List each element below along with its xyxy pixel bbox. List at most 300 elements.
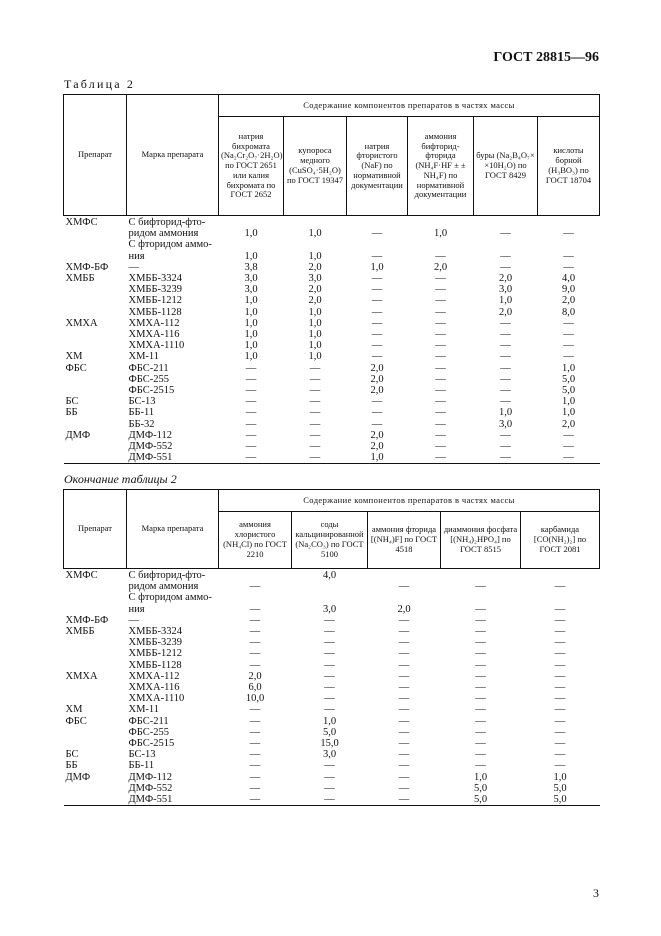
- value-cell: 3,0: [322, 749, 337, 761]
- table-2-end-caption: Окончание таблицы 2: [64, 472, 177, 486]
- value-cell: —: [398, 637, 410, 649]
- value-cell: 9,0: [561, 284, 576, 296]
- value-cell: [538, 239, 600, 250]
- value-cell: —: [435, 385, 446, 397]
- value-cell: [292, 581, 368, 592]
- table-row: [64, 716, 600, 727]
- preparat-cell: БС: [65, 749, 79, 761]
- value-cell: 1,0: [370, 452, 384, 464]
- table-row: [64, 262, 600, 273]
- marka-cell: ФБС-211: [128, 362, 169, 374]
- value-cell: 2,0: [308, 295, 322, 307]
- value-cell: 3,0: [498, 284, 513, 296]
- value-cell: 3,0: [498, 418, 513, 430]
- col-marka-header: Марка препарата: [127, 95, 219, 216]
- marka-cell: ХМХА-112: [128, 670, 180, 682]
- value-cell: —: [245, 385, 257, 397]
- value-cell: —: [475, 581, 486, 593]
- preparat-cell: [64, 228, 127, 239]
- value-cell: —: [309, 396, 321, 408]
- value-cell: —: [309, 452, 321, 464]
- marka-cell: ридом аммония: [128, 228, 199, 240]
- marka-cell: ХМББ-1128: [128, 306, 182, 318]
- value-cell: —: [324, 771, 335, 783]
- value-cell: [219, 592, 292, 603]
- marka-cell: ридом аммония: [128, 581, 199, 593]
- marka-cell: ББ-11: [128, 760, 155, 772]
- value-cell: 5,0: [561, 373, 576, 385]
- marka-cell: ДМФ-552: [128, 441, 173, 453]
- value-cell: —: [324, 626, 335, 638]
- table-row: [64, 760, 600, 771]
- marka-cell: ХМББ-3324: [128, 273, 182, 285]
- value-cell: 1,0: [370, 261, 384, 273]
- value-cell: —: [324, 648, 335, 660]
- marka-cell: С бифторид-фто-: [128, 217, 206, 228]
- marka-cell: ХМББ-1128: [128, 659, 182, 671]
- value-cell: —: [398, 794, 410, 806]
- table-row: [64, 569, 600, 582]
- value-cell: —: [554, 581, 566, 593]
- value-cell: 1,0: [244, 306, 258, 318]
- preparat-cell: [64, 419, 127, 430]
- value-cell: 5,0: [322, 726, 337, 738]
- value-cell: —: [435, 418, 446, 430]
- value-cell: —: [435, 373, 446, 385]
- col-preparat-header: Препарат: [64, 490, 127, 569]
- preparat-cell: [64, 385, 127, 396]
- value-cell: —: [500, 441, 511, 453]
- value-cell: —: [245, 452, 257, 464]
- value-cell: —: [475, 726, 486, 738]
- value-cell: —: [245, 362, 257, 374]
- value-cell: 1,0: [308, 250, 322, 262]
- value-cell: —: [324, 760, 335, 772]
- value-cell: 1,0: [244, 295, 258, 307]
- marka-cell: БС-13: [128, 749, 156, 761]
- value-cell: 2,0: [308, 284, 322, 296]
- value-cell: —: [309, 362, 321, 374]
- marka-cell: ХМББ-1212: [128, 648, 182, 660]
- value-cell: —: [324, 682, 335, 694]
- table-row: [64, 783, 600, 794]
- marka-cell: ХМХА-1110: [128, 340, 185, 352]
- value-cell: —: [249, 626, 261, 638]
- marka-cell: ФБС-255: [128, 726, 170, 738]
- value-cell: —: [554, 603, 566, 615]
- table-row: [64, 430, 600, 441]
- value-cell: 1,0: [498, 295, 513, 307]
- preparat-cell: ХМФС: [65, 217, 98, 228]
- table-2-end: [63, 489, 599, 806]
- value-cell: [292, 592, 368, 603]
- marka-cell: —: [128, 614, 139, 626]
- value-cell: [441, 569, 521, 582]
- preparat-cell: ХМФС: [65, 570, 98, 581]
- value-cell: [538, 216, 600, 229]
- value-cell: —: [475, 760, 486, 772]
- value-cell: 5,0: [553, 794, 567, 806]
- table-row: [64, 749, 600, 760]
- preparat-cell: [64, 693, 127, 704]
- table-row: [64, 727, 600, 738]
- value-cell: —: [398, 648, 410, 660]
- value-cell: —: [398, 704, 410, 716]
- value-cell: —: [554, 626, 566, 638]
- value-cell: —: [435, 317, 446, 329]
- value-cell: —: [554, 659, 566, 671]
- table-row: [64, 407, 600, 418]
- marka-cell: ДМФ-551: [128, 794, 173, 806]
- value-cell: —: [324, 693, 335, 705]
- value-cell: [368, 569, 441, 582]
- value-cell: 1,0: [308, 317, 322, 329]
- preparat-cell: [64, 307, 127, 318]
- value-cell: —: [371, 306, 383, 318]
- table-row: [64, 239, 600, 250]
- value-cell: [219, 569, 292, 582]
- preparat-cell: ХМ: [65, 704, 83, 716]
- value-cell: —: [249, 794, 261, 806]
- value-cell: —: [554, 682, 566, 694]
- marka-cell: С бифторид-фто-: [128, 570, 206, 581]
- table-row: [64, 581, 600, 592]
- value-cell: —: [500, 329, 511, 341]
- value-cell: —: [475, 603, 486, 615]
- table-row: [64, 452, 600, 464]
- preparat-cell: [64, 374, 127, 385]
- value-cell: 1,0: [244, 317, 258, 329]
- table-row: [64, 340, 600, 351]
- value-cell: 1,0: [322, 715, 337, 727]
- value-cell: 2,0: [308, 261, 322, 273]
- value-cell: 1,0: [561, 362, 576, 374]
- component-header: купороса медного (CuSO₄·5H₂O) по ГОСТ 19347: [284, 117, 347, 216]
- value-cell: —: [563, 340, 574, 352]
- value-cell: [347, 216, 408, 229]
- value-cell: 2,0: [370, 429, 384, 441]
- table-row: [64, 794, 600, 806]
- value-cell: —: [500, 396, 511, 408]
- value-cell: 2,0: [433, 261, 448, 273]
- value-cell: —: [500, 340, 511, 352]
- table-row: [64, 396, 600, 407]
- value-cell: —: [563, 250, 574, 262]
- value-cell: 15,0: [320, 738, 339, 750]
- marka-cell: —: [128, 261, 139, 273]
- marka-cell: ФБС-2515: [128, 738, 175, 750]
- value-cell: —: [554, 715, 566, 727]
- value-cell: —: [435, 295, 446, 307]
- value-cell: —: [398, 726, 410, 738]
- marka-cell: ББ-32: [128, 418, 155, 430]
- value-cell: —: [554, 693, 566, 705]
- value-cell: —: [324, 614, 335, 626]
- marka-cell: ХМББ-3239: [128, 637, 182, 649]
- value-cell: —: [475, 626, 486, 638]
- col-marka-header: Марка препарата: [127, 490, 219, 569]
- value-cell: —: [249, 603, 261, 615]
- table-row: [64, 772, 600, 783]
- value-cell: —: [435, 306, 446, 318]
- value-cell: —: [398, 614, 410, 626]
- preparat-cell: [64, 295, 127, 306]
- value-cell: —: [371, 295, 383, 307]
- marka-cell: ДМФ-551: [128, 452, 173, 464]
- preparat-cell: [64, 581, 127, 592]
- table-row: [64, 318, 600, 329]
- marka-cell: ДМФ-112: [128, 429, 173, 441]
- table-row: [64, 738, 600, 749]
- value-cell: —: [435, 250, 446, 262]
- value-cell: 1,0: [308, 340, 322, 352]
- table-row: [64, 441, 600, 452]
- value-cell: —: [249, 760, 261, 772]
- marka-cell: ХМББ-1212: [128, 295, 182, 307]
- value-cell: —: [249, 738, 261, 750]
- group-header: Содержание компонентов препаратов в частях массы: [219, 95, 600, 117]
- table-row: [64, 284, 600, 295]
- value-cell: —: [398, 760, 410, 772]
- value-cell: 2,0: [370, 441, 384, 453]
- value-cell: 3,0: [308, 273, 322, 285]
- value-cell: —: [371, 250, 383, 262]
- value-cell: 2,0: [248, 670, 262, 682]
- value-cell: —: [324, 704, 335, 716]
- value-cell: —: [435, 273, 446, 285]
- value-cell: —: [554, 670, 566, 682]
- table-row: [64, 251, 600, 262]
- value-cell: —: [500, 351, 511, 363]
- preparat-cell: ХМББ: [65, 626, 95, 638]
- value-cell: —: [475, 670, 486, 682]
- value-cell: —: [435, 396, 446, 408]
- component-header: диаммония фосфата [(NH₄)₂HPO₄] по ГОСТ 8515: [441, 512, 521, 569]
- value-cell: —: [435, 441, 446, 453]
- table-row: [64, 604, 600, 615]
- preparat-cell: [64, 239, 127, 250]
- preparat-cell: [64, 251, 127, 262]
- value-cell: —: [371, 284, 383, 296]
- marka-cell: ХМ-11: [128, 704, 160, 716]
- table-row: [64, 648, 600, 659]
- value-cell: —: [435, 452, 446, 464]
- value-cell: —: [398, 693, 410, 705]
- value-cell: —: [324, 782, 335, 794]
- value-cell: —: [554, 614, 566, 626]
- preparat-cell: ДМФ: [65, 429, 91, 441]
- marka-cell: С фторидом аммо-: [128, 239, 212, 251]
- value-cell: —: [324, 637, 335, 649]
- value-cell: —: [309, 385, 321, 397]
- value-cell: —: [475, 648, 486, 660]
- value-cell: 5,0: [473, 782, 488, 794]
- value-cell: —: [371, 329, 383, 341]
- value-cell: —: [309, 429, 321, 441]
- value-cell: 5,0: [553, 782, 567, 794]
- value-cell: —: [563, 452, 574, 464]
- value-cell: —: [398, 749, 410, 761]
- value-cell: —: [563, 429, 574, 441]
- value-cell: 2,0: [498, 306, 513, 318]
- value-cell: —: [324, 794, 335, 806]
- marka-cell: ДМФ-112: [128, 771, 173, 783]
- value-cell: —: [435, 340, 446, 352]
- value-cell: [474, 239, 538, 250]
- preparat-cell: [64, 637, 127, 648]
- value-cell: 1,0: [498, 407, 513, 419]
- group-header: Содержание компонентов препаратов в частях массы: [219, 490, 600, 512]
- value-cell: 1,0: [308, 329, 322, 341]
- table-2-caption: Таблица 2: [64, 77, 136, 91]
- value-cell: —: [435, 284, 446, 296]
- value-cell: —: [371, 351, 383, 363]
- value-cell: —: [249, 715, 261, 727]
- marka-cell: ХМ-11: [128, 351, 160, 363]
- table-row: [64, 704, 600, 715]
- value-cell: —: [563, 329, 574, 341]
- value-cell: 2,0: [370, 362, 384, 374]
- value-cell: 3,0: [244, 284, 258, 296]
- component-header: кислоты борной (H₃BO₃) по ГОСТ 18704: [538, 117, 600, 216]
- marka-cell: БС-13: [128, 396, 156, 408]
- table-row: [64, 307, 600, 318]
- value-cell: —: [435, 429, 446, 441]
- value-cell: [219, 239, 284, 250]
- value-cell: [521, 569, 600, 582]
- table-2: [63, 94, 599, 464]
- value-cell: —: [249, 659, 261, 671]
- value-cell: [441, 592, 521, 603]
- value-cell: 1,0: [244, 228, 258, 240]
- preparat-cell: ФБС: [65, 362, 87, 374]
- preparat-cell: [64, 783, 127, 794]
- value-cell: —: [245, 396, 257, 408]
- value-cell: —: [475, 682, 486, 694]
- value-cell: —: [475, 614, 486, 626]
- preparat-cell: ФБС: [65, 715, 87, 727]
- value-cell: —: [554, 760, 566, 772]
- value-cell: —: [554, 726, 566, 738]
- value-cell: —: [398, 659, 410, 671]
- preparat-cell: [64, 340, 127, 351]
- preparat-cell: ББ: [65, 407, 78, 419]
- table-row: [64, 329, 600, 340]
- value-cell: [474, 216, 538, 229]
- value-cell: —: [324, 659, 335, 671]
- component-header: аммония хлористого (NH₄Cl) по ГОСТ 2210: [219, 512, 292, 569]
- preparat-cell: ХМХА: [65, 670, 98, 682]
- preparat-cell: [64, 738, 127, 749]
- table-row: [64, 273, 600, 284]
- table-row: [64, 615, 600, 626]
- marka-cell: С фторидом аммо-: [128, 592, 212, 604]
- value-cell: 1,0: [308, 306, 322, 318]
- table-row: [64, 660, 600, 671]
- preparat-cell: ХМХА: [65, 317, 98, 329]
- preparat-cell: [64, 794, 127, 806]
- table-row: [64, 671, 600, 682]
- value-cell: —: [371, 407, 383, 419]
- value-cell: —: [398, 715, 410, 727]
- marka-cell: ДМФ-552: [128, 782, 173, 794]
- component-header: натрия бихромата (Na₂Cr₂O₇·2H₂O) по ГОСТ 2651 или калия бихромата по ГОСТ 2652: [219, 117, 284, 216]
- value-cell: —: [554, 704, 566, 716]
- value-cell: —: [435, 351, 446, 363]
- value-cell: —: [309, 407, 321, 419]
- preparat-cell: [64, 441, 127, 452]
- value-cell: —: [249, 771, 261, 783]
- value-cell: —: [309, 418, 321, 430]
- value-cell: —: [371, 228, 383, 240]
- value-cell: [408, 239, 474, 250]
- value-cell: [408, 216, 474, 229]
- value-cell: 3,8: [244, 261, 258, 273]
- preparat-cell: БС: [65, 396, 79, 408]
- value-cell: —: [249, 581, 261, 593]
- value-cell: —: [398, 626, 410, 638]
- value-cell: 1,0: [561, 396, 576, 408]
- marka-cell: ния: [128, 250, 145, 262]
- value-cell: —: [500, 429, 511, 441]
- value-cell: [219, 216, 284, 229]
- value-cell: —: [249, 637, 261, 649]
- table-row: [64, 592, 600, 603]
- value-cell: —: [475, 704, 486, 716]
- component-header: аммония бифторид-фторида (NH₄F·HF ± ± NH₄F) по нормативной документации: [408, 117, 474, 216]
- value-cell: —: [475, 738, 486, 750]
- value-cell: —: [249, 648, 261, 660]
- value-cell: 1,0: [473, 771, 488, 783]
- value-cell: —: [475, 715, 486, 727]
- value-cell: [521, 592, 600, 603]
- marka-cell: ХМББ-3239: [128, 284, 182, 296]
- value-cell: —: [500, 261, 511, 273]
- table-row: [64, 637, 600, 648]
- preparat-cell: [64, 452, 127, 464]
- value-cell: 1,0: [553, 771, 567, 783]
- value-cell: 5,0: [473, 794, 488, 806]
- value-cell: —: [245, 373, 257, 385]
- value-cell: —: [554, 749, 566, 761]
- value-cell: 2,0: [561, 418, 576, 430]
- marka-cell: ФБС-255: [128, 373, 170, 385]
- value-cell: —: [435, 407, 446, 419]
- value-cell: —: [435, 329, 446, 341]
- value-cell: —: [554, 648, 566, 660]
- value-cell: 1,0: [244, 351, 258, 363]
- marka-cell: ХМХА-112: [128, 317, 180, 329]
- value-cell: —: [435, 362, 446, 374]
- value-cell: —: [500, 317, 511, 329]
- table-row: [64, 682, 600, 693]
- page-number: 3: [593, 886, 599, 900]
- table-row: [64, 693, 600, 704]
- marka-cell: ХМББ-3324: [128, 626, 182, 638]
- value-cell: —: [563, 261, 574, 273]
- preparat-cell: ББ: [65, 760, 78, 772]
- value-cell: 2,0: [370, 373, 384, 385]
- value-cell: —: [554, 637, 566, 649]
- preparat-cell: [64, 660, 127, 671]
- preparat-cell: ХМФ-БФ: [65, 261, 109, 273]
- value-cell: 6,0: [248, 682, 262, 694]
- value-cell: —: [500, 228, 511, 240]
- value-cell: —: [324, 670, 335, 682]
- value-cell: —: [309, 441, 321, 453]
- value-cell: —: [500, 452, 511, 464]
- component-header: аммония фторида [(NH₄)F] по ГОСТ 4518: [368, 512, 441, 569]
